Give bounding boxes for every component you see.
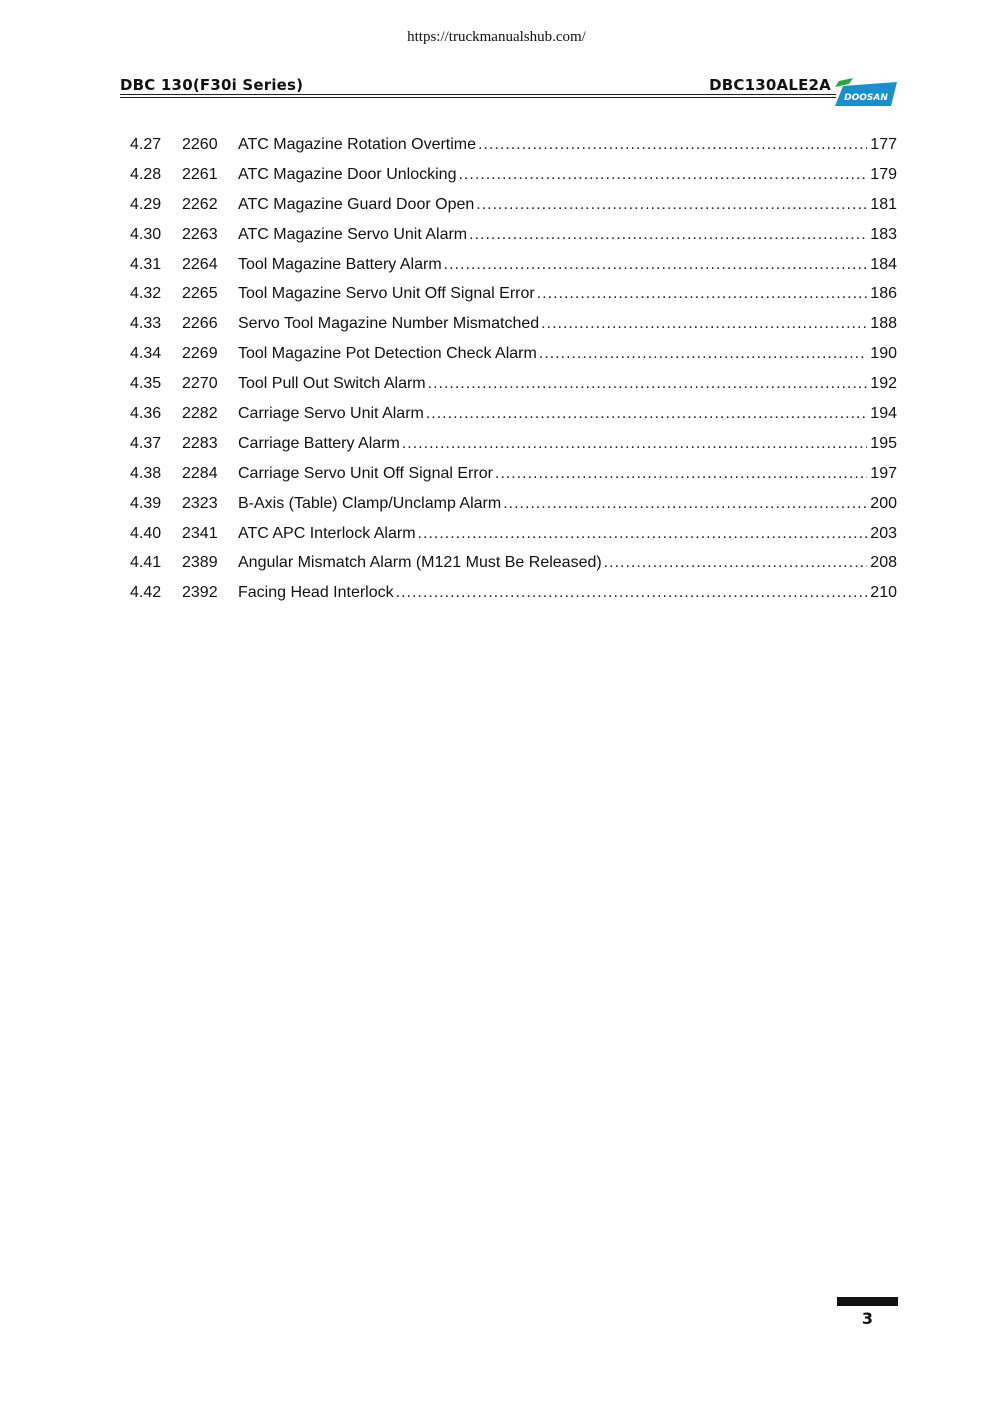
toc-entry-title: Carriage Battery Alarm	[238, 434, 400, 452]
toc-entry-title: Tool Magazine Servo Unit Off Signal Error	[238, 285, 535, 303]
toc-entry[interactable]	[130, 578, 897, 608]
toc-page-number: 210	[870, 584, 897, 602]
toc-section-number: 4.36	[130, 405, 162, 423]
page-number: 3	[861, 1309, 874, 1328]
table-of-contents	[130, 130, 897, 608]
toc-dot-leader	[495, 459, 867, 489]
toc-dot-leader	[503, 489, 867, 519]
toc-entry[interactable]	[130, 309, 897, 339]
toc-entry[interactable]	[130, 190, 897, 220]
toc-section-number: 4.41	[130, 554, 162, 572]
toc-entry-title: ATC Magazine Guard Door Open	[238, 195, 475, 213]
toc-alarm-code: 2282	[182, 405, 218, 423]
toc-dot-leader	[458, 160, 867, 190]
toc-dot-leader	[418, 519, 868, 549]
toc-dot-leader	[428, 369, 868, 399]
toc-page-number: 208	[870, 554, 897, 572]
toc-entry-title: ATC Magazine Servo Unit Alarm	[238, 225, 468, 243]
toc-page-number: 197	[870, 464, 897, 482]
toc-dot-leader	[539, 339, 867, 369]
toc-alarm-code: 2341	[182, 524, 218, 542]
doosan-logo	[833, 78, 897, 110]
toc-entry-title: Facing Head Interlock	[238, 584, 394, 602]
toc-alarm-code: 2263	[182, 225, 218, 243]
toc-alarm-code: 2260	[182, 136, 218, 153]
toc-section-number: 4.30	[130, 225, 162, 243]
toc-entry-title: B-Axis (Table) Clamp/Unclamp Alarm	[238, 494, 502, 512]
toc-alarm-code: 2392	[182, 584, 218, 602]
toc-entry-title: Tool Pull Out Switch Alarm	[238, 375, 426, 393]
document-code: DBC130ALE2A	[709, 76, 831, 94]
toc-page-number: 177	[870, 136, 897, 153]
toc-entry-title: Angular Mismatch Alarm (M121 Must Be Released)	[238, 554, 602, 572]
toc-entry-title: Carriage Servo Unit Alarm	[238, 405, 424, 423]
toc-section-number: 4.27	[130, 136, 162, 153]
toc-entry[interactable]	[130, 459, 897, 489]
header-rule-bottom	[120, 97, 836, 98]
svg-text:DOOSAN: DOOSAN	[844, 93, 888, 103]
source-url: https://truckmanualshub.com/	[407, 29, 586, 45]
toc-alarm-code: 2269	[182, 345, 218, 363]
toc-section-number: 4.35	[130, 375, 162, 393]
toc-entry[interactable]	[130, 489, 897, 519]
toc-dot-leader	[469, 220, 867, 250]
toc-dot-leader	[541, 309, 867, 339]
toc-entry[interactable]	[130, 220, 897, 250]
toc-entry[interactable]	[130, 429, 897, 459]
toc-dot-leader	[537, 279, 868, 309]
toc-alarm-code: 2264	[182, 255, 218, 273]
toc-entry-title: Servo Tool Magazine Number Mismatched	[238, 315, 540, 333]
toc-page-number: 183	[870, 225, 897, 243]
toc-alarm-code: 2284	[182, 464, 218, 482]
toc-alarm-code: 2323	[182, 494, 218, 512]
toc-section-number: 4.33	[130, 315, 162, 333]
page-header	[120, 72, 897, 112]
toc-entry[interactable]	[130, 279, 897, 309]
toc-page-number: 186	[870, 285, 897, 303]
toc-dot-leader	[476, 190, 867, 220]
toc-alarm-code: 2270	[182, 375, 218, 393]
toc-page-number: 190	[870, 345, 897, 363]
toc-entry-title: ATC Magazine Door Unlocking	[238, 165, 457, 183]
toc-entry-title: ATC APC Interlock Alarm	[238, 524, 416, 542]
toc-section-number: 4.42	[130, 584, 162, 602]
toc-page-number: 184	[870, 255, 897, 273]
toc-page-number: 200	[870, 494, 897, 512]
toc-section-number: 4.40	[130, 524, 162, 542]
document-title: DBC 130(F30i Series)	[120, 76, 304, 94]
toc-section-number: 4.39	[130, 494, 162, 512]
header-rule-top	[120, 94, 836, 95]
toc-section-number: 4.31	[130, 255, 162, 273]
toc-entry[interactable]	[130, 399, 897, 429]
toc-entry[interactable]	[130, 369, 897, 399]
toc-page-number: 195	[870, 434, 897, 452]
toc-alarm-code: 2262	[182, 195, 218, 213]
toc-dot-leader	[426, 399, 867, 429]
toc-dot-leader	[444, 250, 868, 280]
toc-page-number: 181	[870, 195, 897, 213]
toc-entry[interactable]	[130, 339, 897, 369]
toc-dot-leader	[604, 548, 868, 578]
toc-entry-title: ATC Magazine Rotation Overtime	[238, 136, 477, 153]
toc-section-number: 4.38	[130, 464, 162, 482]
toc-alarm-code: 2261	[182, 165, 218, 183]
toc-section-number: 4.37	[130, 434, 162, 452]
toc-entry[interactable]	[130, 519, 897, 549]
toc-alarm-code: 2266	[182, 315, 218, 333]
toc-page-number: 194	[870, 405, 897, 423]
toc-page-number: 192	[870, 375, 897, 393]
toc-page-number: 179	[870, 165, 897, 183]
toc-page-number: 203	[870, 524, 897, 542]
toc-alarm-code: 2389	[182, 554, 218, 572]
toc-entry-title: Tool Magazine Battery Alarm	[238, 255, 442, 273]
footer-bar	[837, 1297, 898, 1306]
toc-entry[interactable]	[130, 250, 897, 280]
toc-section-number: 4.29	[130, 195, 162, 213]
toc-section-number: 4.34	[130, 345, 162, 363]
toc-entry[interactable]	[130, 130, 897, 160]
toc-entry[interactable]	[130, 160, 897, 190]
toc-dot-leader	[396, 578, 868, 608]
toc-dot-leader	[478, 130, 867, 160]
toc-section-number: 4.32	[130, 285, 162, 303]
toc-alarm-code: 2283	[182, 434, 218, 452]
toc-section-number: 4.28	[130, 165, 162, 183]
toc-entry-title: Tool Magazine Pot Detection Check Alarm	[238, 345, 537, 363]
toc-alarm-code: 2265	[182, 285, 218, 303]
toc-entry-title: Carriage Servo Unit Off Signal Error	[238, 464, 493, 482]
toc-page-number: 188	[870, 315, 897, 333]
toc-dot-leader	[402, 429, 867, 459]
toc-entry[interactable]	[130, 548, 897, 578]
